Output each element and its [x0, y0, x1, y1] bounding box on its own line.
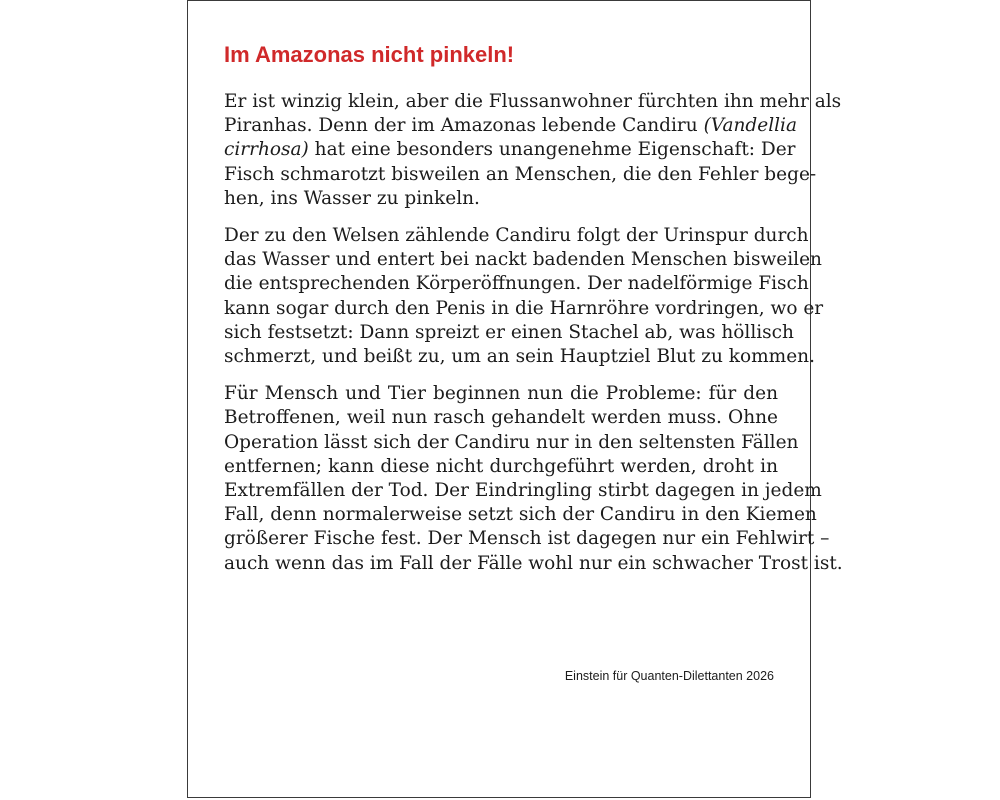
text-line: Betroffenen, weil nun rasch gehandelt werden muss. Ohne — [224, 407, 778, 429]
text-line — [224, 114, 797, 138]
article-body — [224, 90, 843, 589]
text-line: Für Mensch und Tier beginnen nun die Probleme: für den — [224, 383, 778, 405]
text-segment: hat eine besonders unangenehme Eigenschaft: Der — [314, 139, 796, 161]
text-line: das Wasser und entert bei nackt badenden Menschen bisweilen — [224, 249, 822, 271]
species-name-italic: cirrhosa) — [224, 139, 309, 161]
text-line: entfernen; kann diese nicht durchgeführt werden, droht in — [224, 455, 778, 477]
text-line: Fall, denn normalerweise setzt sich der Candiru in den Kiemen — [224, 504, 817, 526]
calendar-page — [187, 0, 843, 798]
text-line: kann sogar durch den Penis in die Harnröhre vordringen, wo er — [224, 297, 824, 319]
text-line: größerer Fische fest. Der Mensch ist dagegen nur ein Fehlwirt – — [224, 528, 830, 550]
text-line: Er ist winzig klein, aber die Flussanwohner fürchten ihn mehr als — [224, 91, 842, 112]
text-line: die entsprechenden Körperöffnungen. Der nadelförmige Fisch — [224, 273, 809, 295]
text-line: auch wenn das im Fall der Fälle wohl nur ein schwacher Trost ist. — [224, 552, 843, 574]
species-name-italic: (Vandellia — [703, 115, 797, 137]
text-line: Extremfällen der Tod. Der Eindringling stirbt dagegen in jedem — [224, 480, 822, 502]
text-line: Operation lässt sich der Candiru nur in den seltensten Fällen — [224, 431, 799, 453]
paragraph-2 — [224, 224, 824, 369]
paragraph-3 — [224, 382, 843, 576]
text-line: schmerzt, und beißt zu, um an sein Hauptziel Blut zu kommen. — [224, 346, 815, 368]
text-line: Der zu den Welsen zählende Candiru folgt der Urinspur durch — [224, 225, 809, 247]
text-segment: Piranhas. Denn der im Amazonas lebende Candiru — [224, 115, 698, 137]
paragraph-1 — [224, 90, 842, 211]
text-line: Fisch schmarotzt bisweilen an Menschen, die den Fehler bege- — [224, 163, 817, 185]
footer-credit: Einstein für Quanten-Dilettanten 2026 — [564, 669, 774, 683]
text-line — [224, 138, 796, 162]
text-line: hen, ins Wasser zu pinkeln. — [224, 187, 480, 209]
text-line: sich festsetzt: Dann spreizt er einen Stachel ab, was höllisch — [224, 321, 794, 343]
page-title: Im Amazonas nicht pinkeln! — [224, 42, 515, 67]
